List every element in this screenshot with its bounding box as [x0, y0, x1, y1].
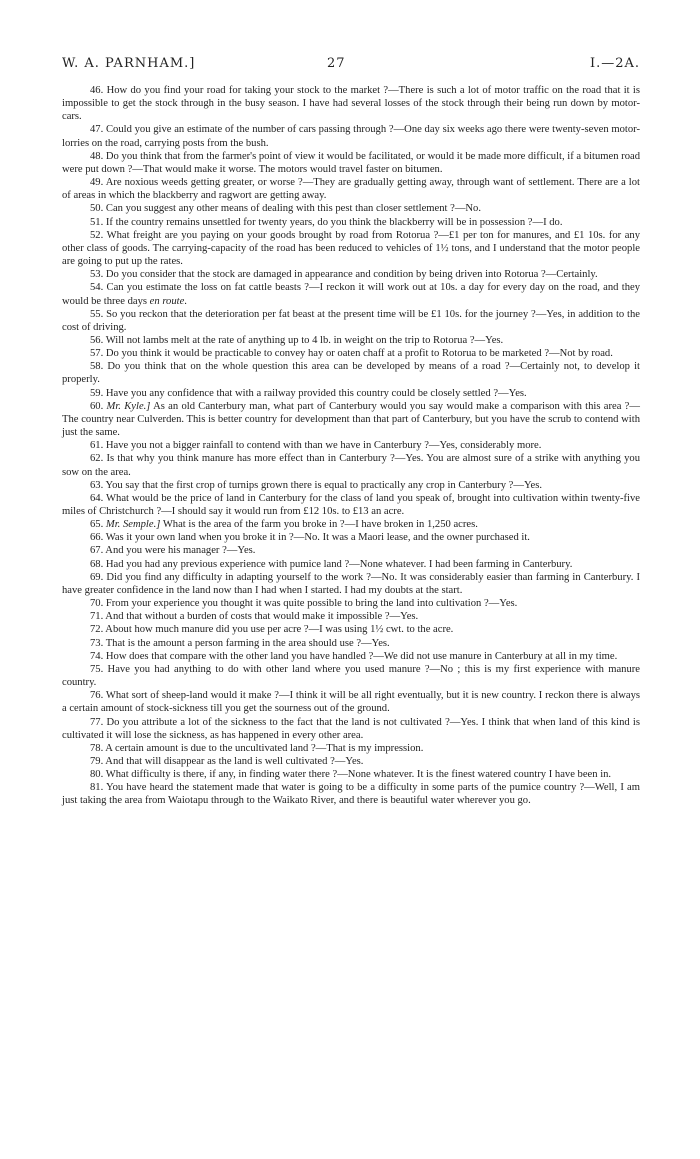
testimony-body [62, 84, 640, 808]
question-54-italic: en route [149, 295, 185, 307]
question-67: 67. And you were his manager ?—Yes. [90, 545, 256, 557]
question-54-text: 54. Can you estimate the loss on fat cattle beasts ?—I reckon it will work out at 10s. a day for every day on the road, and they would be three days [62, 282, 640, 307]
question-52: 52. What freight are you paying on your goods brought by road from Rotorua ?—£1 per ton for manures, and £1 10s. for any other class of goods. The carrying-capacity of the road has been reduced to vehicles of 1½ tons, and I understand that the motor people are going to put up the rates. [62, 229, 640, 268]
question-55: 55. So you reckon that the deterioration per fat beast at the present time will be £1 10s. for the journey ?—Yes, in addition to the cost of driving. [62, 308, 640, 333]
question-60-number: 60. [90, 400, 104, 412]
question-69: 69. Did you find any difficulty in adapting yourself to the work ?—No. It was considerably easier than farming in Canterbury. I have greater confidence in the land now than I had when I started. I had my doubts at the start. [62, 571, 640, 596]
speaker-label: Mr. Kyle.] [106, 400, 151, 412]
question-54 [62, 281, 640, 307]
question-60-text: As an old Canterbury man, what part of Canterbury would you say would make a comparison with this area ?—The country near Culverden. This is better country for development than that part of Canterbury, but you have the scrub to contend with just the same. [62, 400, 640, 439]
question-57: 57. Do you think it would be practicable to convey hay or oaten chaff at a profit to Rotorua to be marketed ?—Not by road. [90, 348, 613, 360]
question-50: 50. Can you suggest any other means of dealing with this pest than closer settlement ?—No. [90, 203, 482, 215]
question-60 [62, 400, 640, 439]
question-59: 59. Have you any confidence that with a railway provided this country could be closely settled ?—Yes. [90, 387, 527, 399]
header-witness-name: W. A. PARNHAM.] [62, 56, 196, 71]
question-47: 47. Could you give an estimate of the number of cars passing through ?—One day six weeks ago there were twenty-seven motor-lorries on the road, carrying posts from the bush. [62, 124, 640, 149]
page-number: 27 [327, 56, 346, 71]
question-48: 48. Do you think that from the farmer's point of view it would be facilitated, or would it be made more difficult, if a bitumen road were put down ?—That would make it worse. The motors would travel faster on bitumen. [62, 150, 640, 175]
question-58: 58. Do you think that on the whole question this area can be developed by means of a road ?—Certainly not, to develop it properly. [62, 361, 640, 386]
question-77: 77. Do you attribute a lot of the sickness to the fact that the land is not cultivated ?—Yes. I think that when land of this kind is cultivated it will lose the sickness, as has happened in every other area. [62, 716, 640, 741]
question-53: 53. Do you consider that the stock are damaged in appearance and condition by being driven into Rotorua ?—Certainly. [90, 269, 598, 281]
question-72: 72. About how much manure did you use per acre ?—I was using 1½ cwt. to the acre. [90, 624, 454, 636]
question-79: 79. And that will disappear as the land is well cultivated ?—Yes. [90, 755, 364, 767]
question-51: 51. If the country remains unsettled for twenty years, do you think the blackberry will be in possession ?—I do. [90, 216, 563, 228]
question-68: 68. Had you had any previous experience with pumice land ?—None whatever. I had been farming in Canterbury. [90, 558, 573, 570]
question-46: 46. How do you find your road for taking your stock to the market ?—There is such a lot of motor traffic on the road that it is impossible to get the stock through in the busy season. I have had several losses of the stock through their being run down by motor-cars. [62, 85, 640, 123]
question-78: 78. A certain amount is due to the uncultivated land ?—That is my impression. [90, 742, 424, 754]
question-80: 80. What difficulty is there, if any, in finding water there ?—None whatever. It is the finest watered country I have been in. [90, 769, 612, 781]
question-74: 74. How does that compare with the other land you have handled ?—We did not use manure in Canterbury at all in my time. [90, 650, 618, 662]
question-65 [62, 518, 640, 531]
question-49: 49. Are noxious weeds getting greater, or worse ?—They are gradually getting away, through want of settlement. There are a lot of areas in which the blackberry and ragwort are getting away. [62, 177, 640, 202]
question-64: 64. What would be the price of land in Canterbury for the class of land you speak of, brought into cultivation within twenty-five miles of Christchurch ?—I should say it would run from £12 10s. to £13 an acre. [62, 492, 640, 517]
question-65-number: 65. [90, 519, 104, 531]
question-54-end: . [184, 295, 187, 307]
question-76: 76. What sort of sheep-land would it make ?—I think it will be all right eventually, but it is new country. I reckon there is always a certain amount of stock-sickness till you get the sourness out of the ground. [62, 690, 640, 715]
page-header [62, 56, 640, 78]
question-71: 71. And that without a burden of costs that would make it impossible ?—Yes. [90, 611, 419, 623]
question-63: 63. You say that the first crop of turnips grown there is equal to practically any crop in Canterbury ?—Yes. [90, 479, 543, 491]
question-65-text: What is the area of the farm you broke in ?—I have broken in 1,250 acres. [162, 519, 478, 531]
question-61: 61. Have you not a bigger rainfall to contend with than we have in Canterbury ?—Yes, considerably more. [90, 440, 542, 452]
question-75: 75. Have you had anything to do with other land where you used manure ?—No ; this is my first experience with manure country. [62, 663, 640, 689]
speaker-label: Mr. Semple.] [105, 519, 161, 531]
question-81: 81. You have heard the statement made that water is going to be a difficulty in some parts of the pumice country ?—Well, I am just taking the area from Waiotapu through to the Waikato River, and there is beautiful water wherever you go. [62, 782, 640, 807]
question-62: 62. Is that why you think manure has more effect than in Canterbury ?—Yes. You are almost sure of a strike with anything you sow on the area. [62, 453, 640, 478]
question-66: 66. Was it your own land when you broke it in ?—No. It was a Maori lease, and the owner purchased it. [90, 532, 530, 544]
document-reference: I.—2A. [589, 56, 640, 71]
question-56: 56. Will not lambs melt at the rate of anything up to 4 lb. in weight on the trip to Rotorua ?—Yes. [90, 334, 504, 346]
question-70: 70. From your experience you thought it was quite possible to bring the land into cultivation ?—Yes. [90, 598, 518, 610]
document-page [62, 56, 640, 808]
question-73: 73. That is the amount a person farming in the area should use ?—Yes. [90, 637, 390, 649]
